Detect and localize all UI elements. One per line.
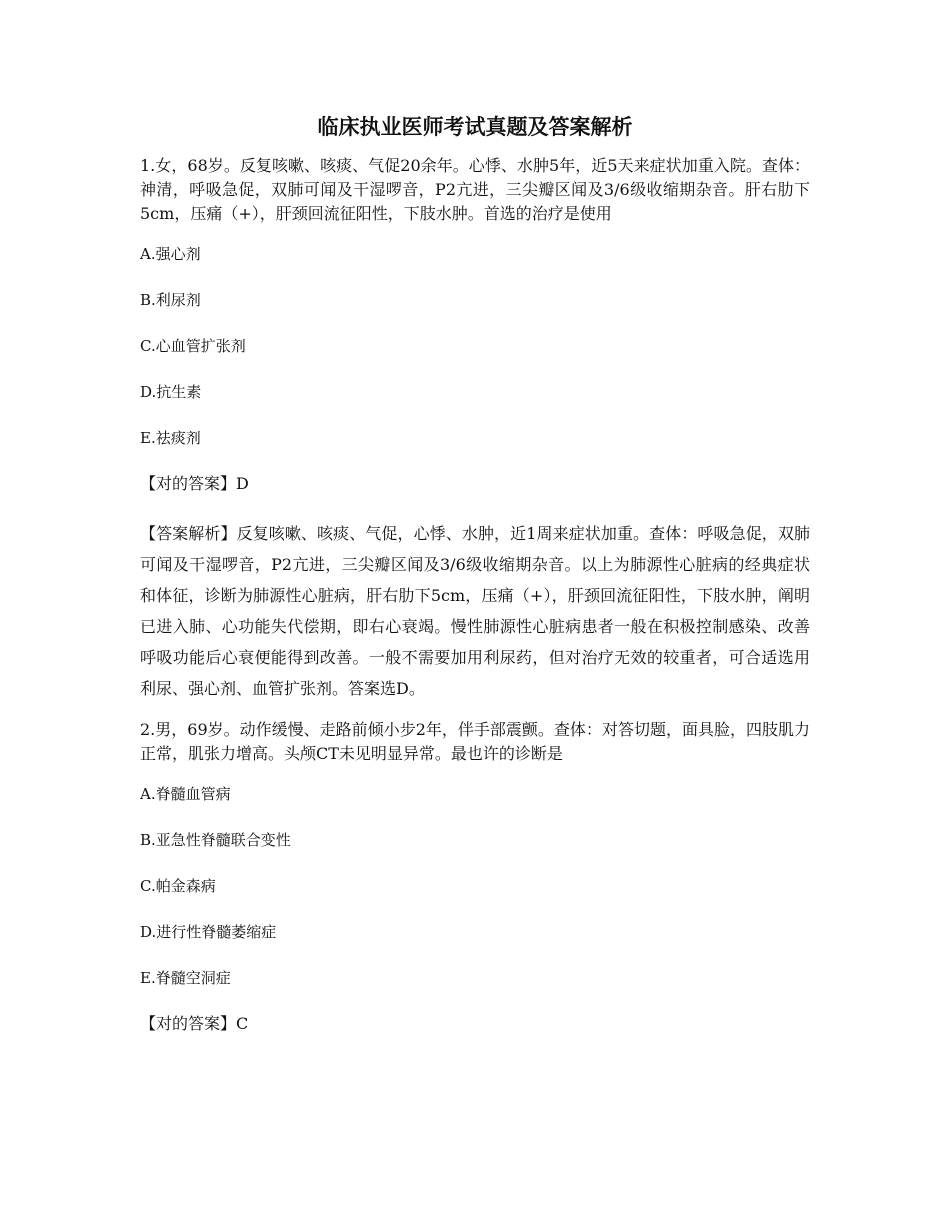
option-b: B.亚急性脊髓联合变性 — [140, 831, 291, 849]
answer-value: D — [236, 474, 249, 493]
answer-analysis — [140, 518, 810, 704]
option-d: D.抗生素 — [140, 383, 202, 401]
page-title: 临床执业医师考试真题及答案解析 — [317, 114, 633, 139]
answer-label: 【对的答案】 — [140, 1014, 237, 1033]
option-c: C.心血管扩张剂 — [140, 337, 246, 355]
correct-answer — [140, 1012, 810, 1036]
answer-label: 【对的答案】 — [140, 474, 237, 493]
option-c: C.帕金森病 — [140, 877, 216, 895]
option-b: B.利尿剂 — [140, 291, 201, 309]
analysis-label: 【答案解析】 — [140, 524, 237, 543]
question-1 — [140, 154, 810, 704]
question-2 — [140, 718, 810, 1036]
option-d: D.进行性脊髓萎缩症 — [140, 923, 277, 941]
option-a: A.脊髓血管病 — [140, 785, 231, 803]
correct-answer — [140, 472, 810, 496]
option-a: A.强心剂 — [140, 245, 201, 263]
option-e: E.脊髓空洞症 — [140, 969, 231, 987]
question-stem: 1.女，68岁。反复咳嗽、咳痰、气促20余年。心悸、水肿5年，近5天来症状加重入院。查体：神清，呼吸急促，双肺可闻及干湿啰音，P2亢进，三尖瓣区闻及3/6级收缩期杂音。肝右肋下5cm，压痛（+），肝颈回流征阳性，下肢水肿。首选的治疗是使用 — [140, 156, 810, 223]
question-stem: 2.男，69岁。动作缓慢、走路前倾小步2年，伴手部震颤。查体：对答切题，面具脸，四肢肌力正常，肌张力增高。头颅CT未见明显异常。最也许的诊断是 — [140, 720, 810, 763]
analysis-text: 反复咳嗽、咳痰、气促，心悸、水肿，近1周来症状加重。查体：呼吸急促，双肺可闻及干湿啰音，P2亢进，三尖瓣区闻及3/6级收缩期杂音。以上为肺源性心脏病的经典症状和体征，诊断为肺源性心脏病，肝右肋下5cm，压痛（+），肝颈回流征阳性，下肢水肿，阐明已进入肺、心功能失代偿期，即右心衰竭。慢性肺源性心脏病患者一般在积极控制感染、改善呼吸功能后心衰便能得到改善。一般不需要加用利尿药，但对治疗无效的较重者，可合适选用利尿、强心剂、血管扩张剂。答案选D。 — [140, 524, 810, 698]
option-e: E.祛痰剂 — [140, 429, 201, 447]
answer-value: C — [236, 1014, 249, 1033]
